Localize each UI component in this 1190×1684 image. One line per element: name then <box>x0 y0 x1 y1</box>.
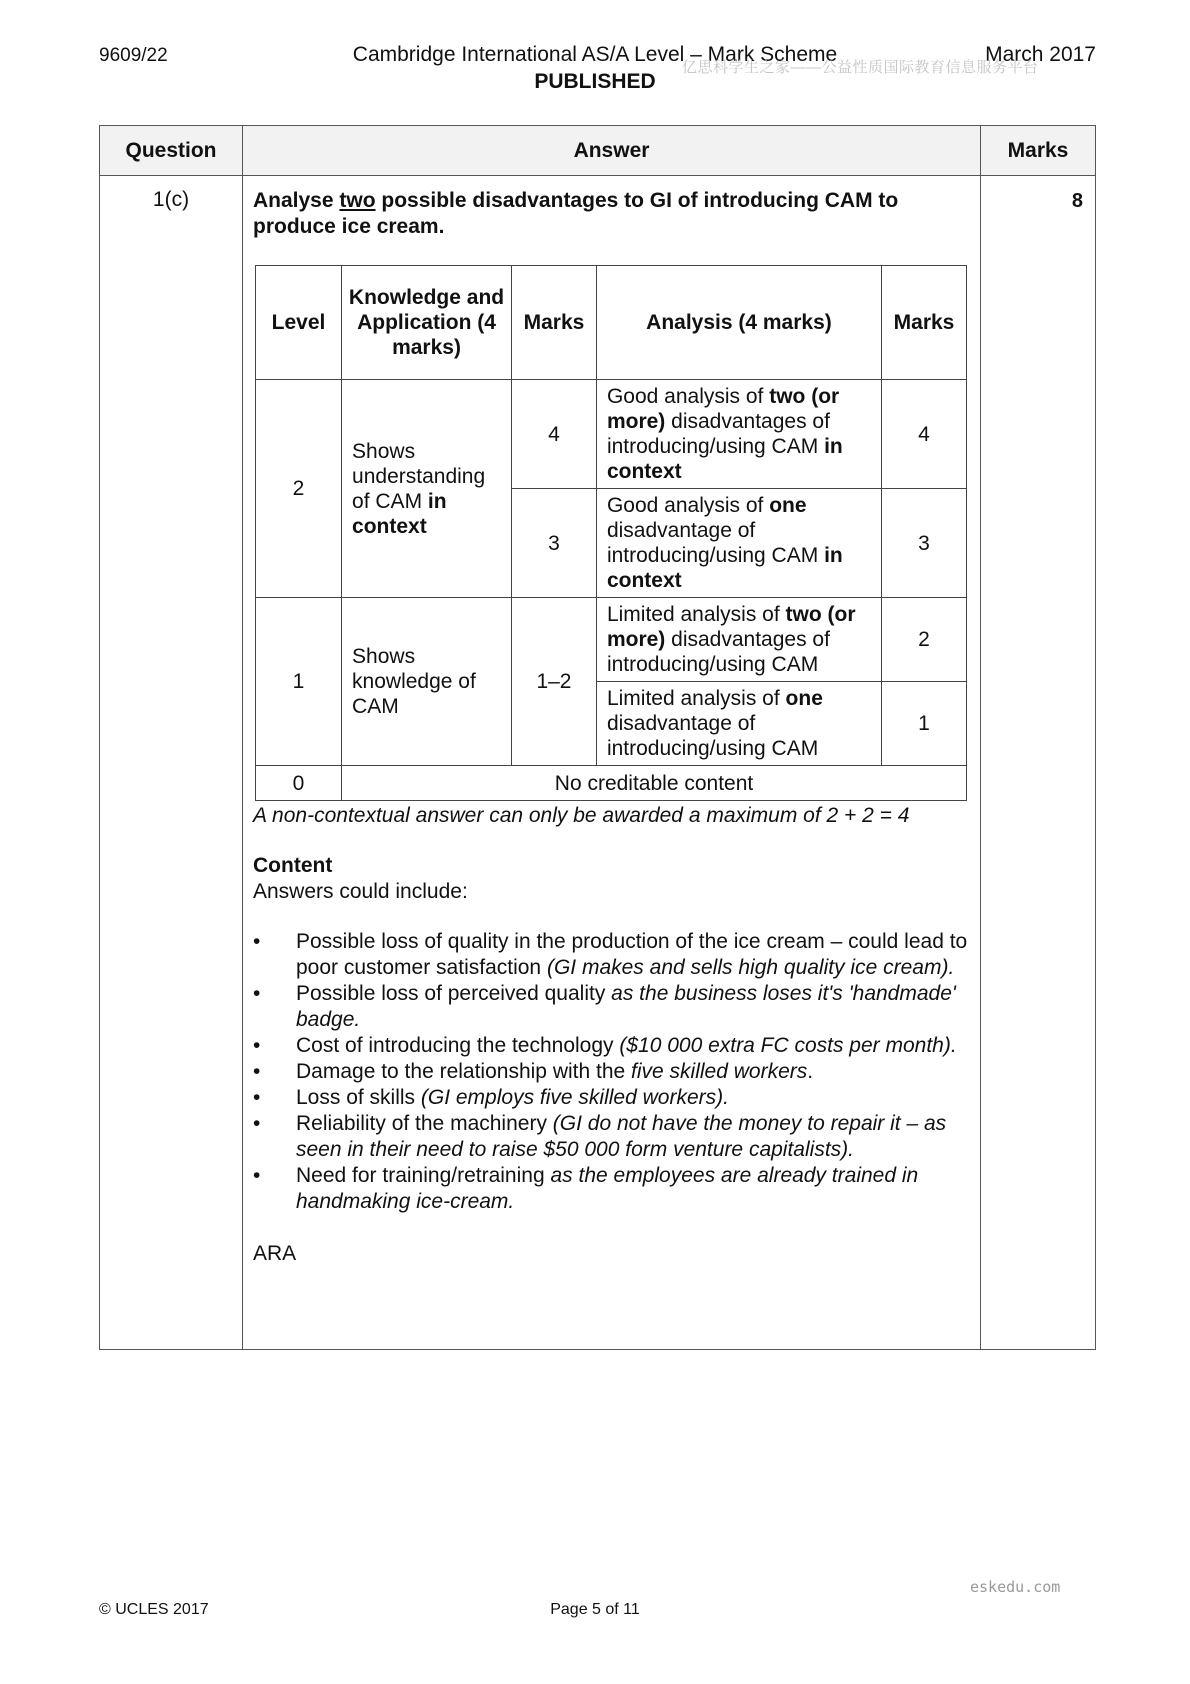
marks-header: Marks <box>981 126 1096 176</box>
list-item: • Need for training/retraining as the employees are already trained in handmaking ice-cream. <box>253 1163 970 1215</box>
marks2-header: Marks <box>881 266 966 380</box>
answer-header: Answer <box>243 126 981 176</box>
list-item: • Reliability of the machinery (GI do not have the money to repair it – as seen in their need to raise $50 000 form venture capitalists). <box>253 1111 970 1163</box>
prompt-underlined: two <box>339 189 376 212</box>
answer-points <box>253 929 970 1215</box>
list-item: • Cost of introducing the technology ($10 000 extra FC costs per month). <box>253 1033 970 1059</box>
table-row <box>256 598 967 682</box>
level-1-ka-marks: 1–2 <box>511 598 596 766</box>
level-1-marks-b: 1 <box>881 682 966 766</box>
level-2-marks-b: 3 <box>881 489 966 598</box>
levels-table <box>255 265 967 801</box>
paper-code: 9609/22 <box>99 45 168 66</box>
table-header-row <box>100 126 1096 176</box>
table-row <box>256 766 967 801</box>
watermark: 亿思科学生之家——公益性质国际教育信息服务平台 <box>682 59 1039 76</box>
list-item: • Possible loss of quality in the production of the ice cream – could lead to poor customer satisfaction (GI makes and sells high quality ice cream). <box>253 929 970 981</box>
list-item: • Possible loss of perceived quality as the business loses it's 'handmade' badge. <box>253 981 970 1033</box>
content-heading: Content <box>253 854 333 877</box>
level-0: 0 <box>256 766 342 801</box>
prompt-post: possible disadvantages to GI of introducing CAM to produce ice cream. <box>253 189 899 238</box>
level-header: Level <box>256 266 342 380</box>
site-watermark: eskedu.com <box>970 1578 1061 1596</box>
question-row <box>100 176 1096 1350</box>
scheme-title: Cambridge International AS/A Level – Mark Scheme <box>352 43 838 66</box>
level-2-knowledge: Shows understanding of CAM in context <box>342 380 512 598</box>
level-2-analysis-a: Good analysis of two (or more) disadvantages of introducing/using CAM in context <box>596 380 881 489</box>
level-1-analysis-b: Limited analysis of one disadvantage of introducing/using CAM <box>596 682 881 766</box>
question-number: 1(c) <box>100 176 243 1350</box>
question-header: Question <box>100 126 243 176</box>
answer-cell <box>243 176 981 1350</box>
level-1-analysis-a: Limited analysis of two (or more) disadvantages of introducing/using CAM <box>596 598 881 682</box>
content-intro: Answers could include: <box>253 880 468 903</box>
non-contextual-note: A non-contextual answer can only be awarded a maximum of 2 + 2 = 4 <box>253 804 910 827</box>
level-2-ka-marks-a: 4 <box>511 380 596 489</box>
table-row <box>256 380 967 489</box>
level-1-marks-a: 2 <box>881 598 966 682</box>
levels-header-row <box>256 266 967 380</box>
level-2-ka-marks-b: 3 <box>511 489 596 598</box>
marks1-header: Marks <box>511 266 596 380</box>
page-number: Page 5 of 11 <box>550 1601 640 1618</box>
knowledge-header: Knowledge and Application (4 marks) <box>342 266 512 380</box>
published-label: PUBLISHED <box>534 70 656 93</box>
level-2: 2 <box>256 380 342 598</box>
copyright: © UCLES 2017 <box>99 1601 209 1618</box>
list-item: • Damage to the relationship with the five skilled workers. <box>253 1059 970 1085</box>
level-1: 1 <box>256 598 342 766</box>
mark-scheme-table <box>99 125 1096 1350</box>
level-1-knowledge: Shows knowledge of CAM <box>342 598 512 766</box>
list-item: • Loss of skills (GI employs five skilled workers). <box>253 1085 970 1111</box>
question-prompt <box>253 188 970 240</box>
prompt-pre: Analyse <box>253 189 340 212</box>
level-2-analysis-b: Good analysis of one disadvantage of introducing/using CAM in context <box>596 489 881 598</box>
analysis-header: Analysis (4 marks) <box>596 266 881 380</box>
total-marks: 8 <box>981 176 1096 1350</box>
level-2-marks-a: 4 <box>881 380 966 489</box>
ara-label: ARA <box>253 1242 297 1265</box>
level-0-text: No creditable content <box>342 766 967 801</box>
exam-date: March 2017 <box>985 43 1096 66</box>
